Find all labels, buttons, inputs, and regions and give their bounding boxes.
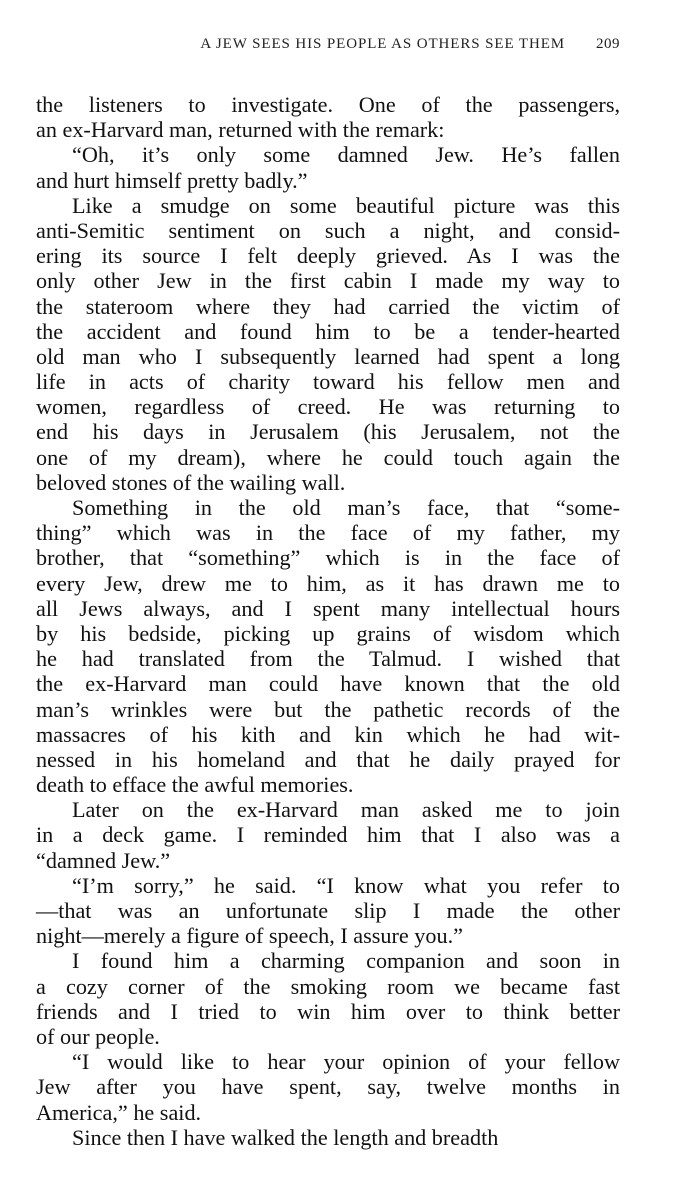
text-line: the stateroom where they had carried the victim of: [36, 293, 620, 319]
text-line: he had translated from the Talmud. I wished that: [36, 646, 620, 672]
text-line: death to efface the awful memories.: [36, 772, 354, 798]
text-line: anti-Semitic sentiment on such a night, and consid-: [36, 217, 620, 243]
text-line: Jew after you have spent, say, twelve months in: [36, 1074, 620, 1100]
running-head: [80, 36, 620, 60]
page-number: 209: [596, 36, 620, 52]
text-line: in a deck game. I reminded him that I also was a: [36, 822, 620, 848]
text-line: old man who I subsequently learned had spent a long: [36, 343, 620, 369]
text-line: beloved stones of the wailing wall.: [36, 469, 346, 495]
text-line: “I would like to hear your opinion of your fellow: [72, 1049, 620, 1075]
text-line: man’s wrinkles were but the pathetic records of the: [36, 696, 620, 722]
text-line: Like a smudge on some beautiful picture was this: [72, 192, 620, 218]
text-line: end his days in Jerusalem (his Jerusalem, not the: [36, 419, 620, 445]
text-line: an ex-Harvard man, returned with the remark:: [36, 117, 445, 143]
running-title: A JEW SEES HIS PEOPLE AS OTHERS SEE THEM: [200, 36, 565, 52]
text-line: nessed in his homeland and that he daily prayed for: [36, 746, 620, 772]
text-line: I found him a charming companion and soon in: [72, 948, 620, 974]
text-line: a cozy corner of the smoking room we became fast: [36, 973, 620, 999]
text-line: life in acts of charity toward his fellow men and: [36, 369, 620, 395]
text-line: the accident and found him to be a tender-hearted: [36, 318, 620, 344]
text-line: “Oh, it’s only some damned Jew. He’s fallen: [72, 142, 620, 168]
text-line: every Jew, drew me to him, as it has drawn me to: [36, 570, 620, 596]
text-line: and hurt himself pretty badly.”: [36, 167, 308, 193]
text-line: one of my dream), where he could touch again the: [36, 444, 620, 470]
text-line: ering its source I felt deeply grieved. As I was the: [36, 243, 620, 269]
text-line: the listeners to investigate. One of the passengers,: [36, 92, 620, 117]
text-line: massacres of his kith and kin which he had wit-: [36, 721, 620, 747]
text-line: brother, that “something” which is in the face of: [36, 545, 620, 571]
text-line: America,” he said.: [36, 1099, 202, 1125]
text-line: only other Jew in the first cabin I made my way to: [36, 268, 620, 294]
text-line: all Jews always, and I spent many intellectual hours: [36, 595, 620, 621]
text-line: Since then I have walked the length and breadth: [72, 1124, 499, 1150]
text-line: Later on the ex-Harvard man asked me to join: [72, 797, 620, 823]
text-line: the ex-Harvard man could have known that the old: [36, 671, 620, 697]
text-line: women, regardless of creed. He was returning to: [36, 394, 620, 420]
text-line: Something in the old man’s face, that “some-: [72, 495, 620, 520]
text-line: “I’m sorry,” he said. “I know what you refer to: [72, 872, 620, 898]
text-line: by his bedside, picking up grains of wisdom which: [36, 620, 620, 646]
body-text: [36, 92, 620, 1150]
text-line: friends and I tried to win him over to think better: [36, 998, 620, 1024]
text-line: night—merely a figure of speech, I assure you.”: [36, 923, 463, 949]
text-line: of our people.: [36, 1023, 160, 1049]
text-line: “damned Jew.”: [36, 847, 171, 873]
text-line: —that was an unfortunate slip I made the other: [36, 898, 620, 923]
text-line: thing” which was in the face of my father, my: [36, 520, 620, 546]
